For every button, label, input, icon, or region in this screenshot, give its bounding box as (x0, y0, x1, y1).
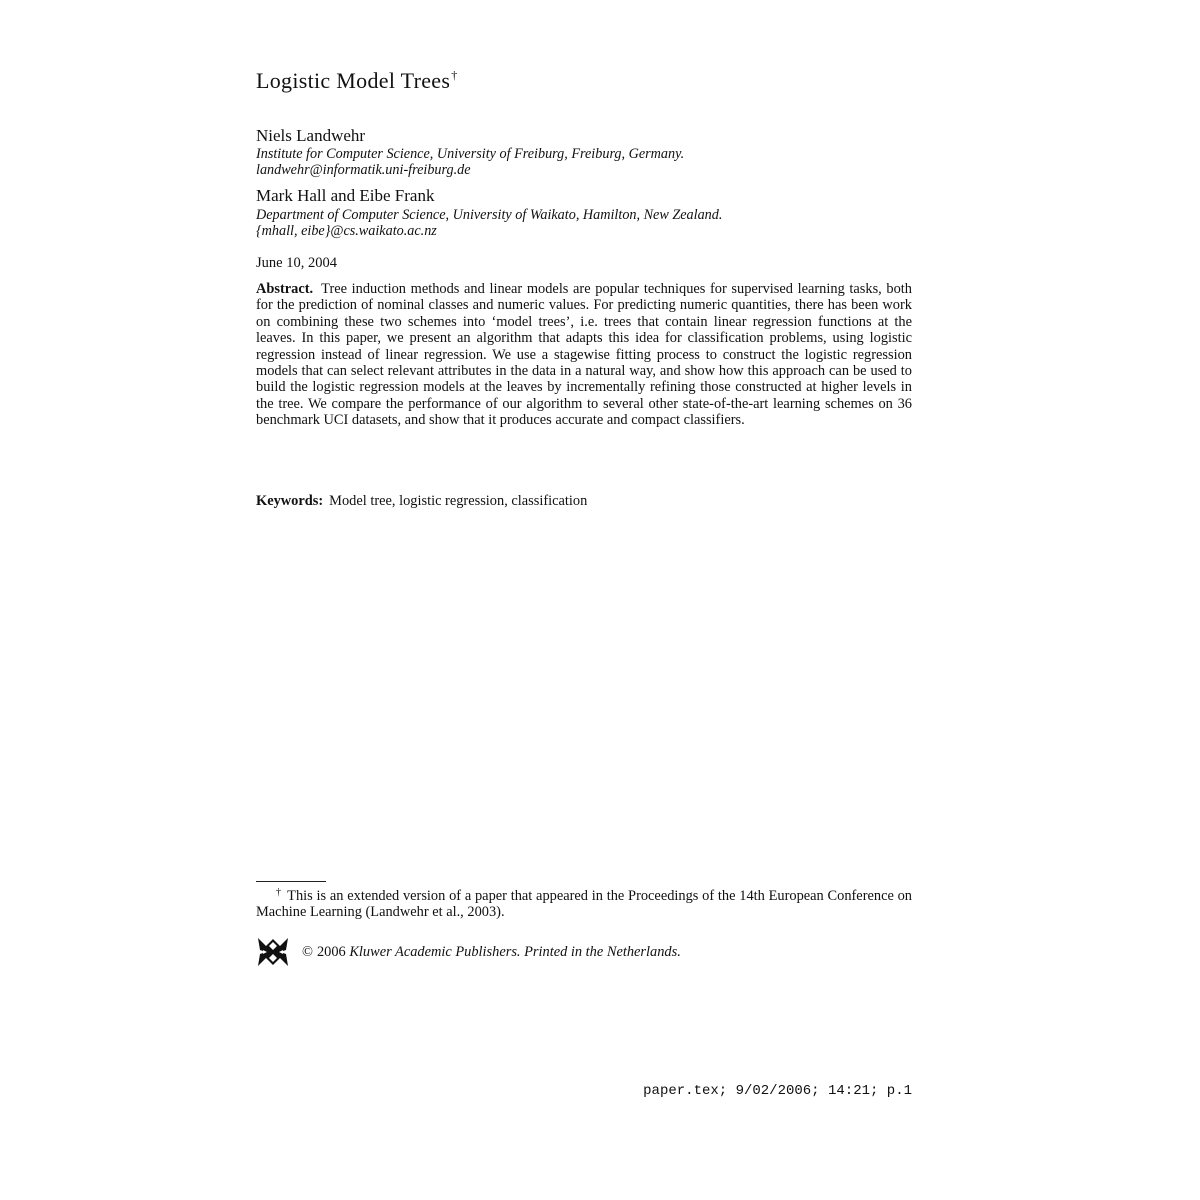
author-name: Mark Hall and Eibe Frank (256, 186, 435, 205)
abstract-text: Tree induction methods and linear models are popular techniques for supervised learning tasks, both for the prediction of nominal classes and numeric values. For predicting numeric quantities, there has been work on combining these two schemes into ‘model trees’, i.e. trees that contain linear regression functions at the leaves. In this paper, we present an algorithm that adapts this idea for classification problems, using logistic regression instead of linear regression. We use a stagewise fitting process to construct the logistic regression models that can select relevant attributes in the data in a natural way, and show how this approach can be used to build the logistic regression models at the leaves by incrementally refining those constructed at higher levels in the tree. We compare the performance of our algorithm to several other state-of-the-art learning schemes on 36 benchmark UCI datasets, and show that it produces accurate and compact classifiers. (256, 281, 912, 429)
author-email: landwehr@informatik.uni-freiburg.de (256, 162, 471, 178)
publisher-name: Kluwer Academic Publishers. Printed in the Netherlands. (349, 943, 681, 960)
publisher-text (302, 944, 681, 961)
footnote (256, 885, 912, 921)
footnote-mark: † (276, 887, 282, 898)
author-affiliation: Institute for Computer Science, University of Freiburg, Freiburg, Germany. (256, 146, 685, 162)
footnote-text: This is an extended version of a paper that appeared in the Proceedings of the 14th European Conference on Machine Learning (Landwehr et al., 2003). (256, 888, 912, 921)
author-name: Niels Landwehr (256, 126, 366, 145)
kluwer-logo-icon (256, 936, 290, 968)
abstract-label: Abstract. (256, 281, 314, 297)
footnote-rule (256, 881, 326, 882)
abstract (256, 281, 912, 429)
keywords-text: Model tree, logistic regression, classification (329, 493, 588, 509)
author-affiliation: Department of Computer Science, University of Waikato, Hamilton, New Zealand. (256, 207, 723, 223)
keywords (256, 493, 587, 510)
title-text: Logistic Model Trees (256, 68, 451, 93)
copyright-year: 2006 (316, 943, 346, 960)
copyright-symbol: © (302, 943, 313, 960)
keywords-label: Keywords: (256, 493, 324, 509)
title-footnote-mark: † (451, 68, 458, 82)
author-email: {mhall, eibe}@cs.waikato.ac.nz (256, 223, 437, 239)
paper-title (256, 68, 458, 94)
paper-page (256, 0, 912, 1200)
page-stamp: paper.tex; 9/02/2006; 14:21; p.1 (643, 1083, 912, 1099)
paper-date: June 10, 2004 (256, 255, 337, 271)
publisher-line (256, 936, 681, 968)
